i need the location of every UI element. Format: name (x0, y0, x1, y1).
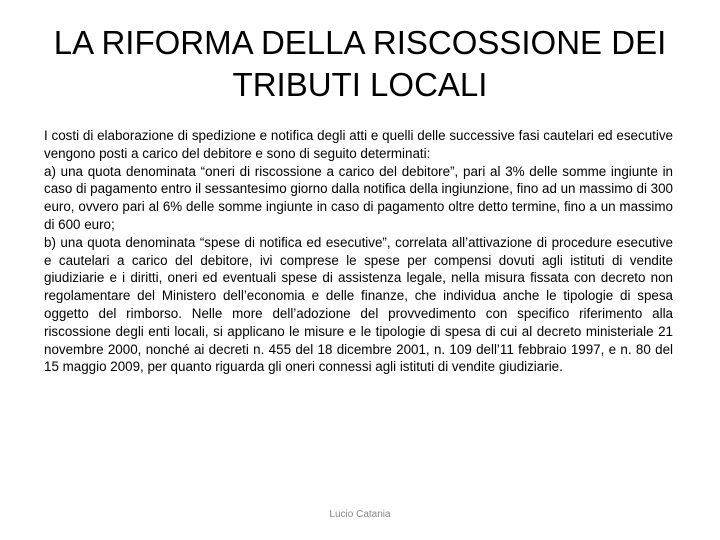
slide-title-line-2: TRIBUTI LOCALI (232, 66, 488, 103)
slide-title-line-1: LA RIFORMA DELLA RISCOSSIONE DEI (53, 24, 667, 61)
body-paragraph-b: b) una quota denominata “spese di notifica ed esecutive”, correlata all’attivazione di procedure esecutive e cautelari a carico del debitore, ivi comprese le spese per compensi dovuti agli istituti di vendite giudiziarie e i diritti, oneri ed eventuali spese di assistenza legale, nella misura fissata con decreto non regolamentare del Ministero dell’economia e delle finanze, che individua anche le tipologie di spesa oggetto del rimborso. Nelle more dell’adozione del provvedimento con specifico riferimento alla riscossione degli enti locali, si applicano le misure e le tipologie di spesa di cui al decreto ministeriale 21 novembre 2000, nonché ai decreti n. 455 del 18 dicembre 2001, n. 109 dell’11 febbraio 1997, e n. 80 del 15 maggio 2009, per quanto riguarda gli oneri connessi agli istituti di vendite giudiziarie. (44, 234, 673, 375)
body-paragraph-a: a) una quota denominata “oneri di riscossione a carico del debitore”, pari al 3% delle somme ingiunte in caso di pagamento entro il sessantesimo giorno dalla notifica della ingiunzione, fino ad un massimo di 300 euro, ovvero pari al 6% delle somme ingiunte in caso di pagamento oltre detto termine, fino a un massimo di 600 euro; (44, 163, 673, 232)
body-paragraph-intro: I costi di elaborazione di spedizione e notifica degli atti e quelli delle successive fasi cautelari ed esecutive vengono posti a carico del debitore e sono di seguito determinati: (44, 128, 673, 161)
slide-body (44, 127, 673, 376)
slide-footer-author: Lucio Catania (329, 509, 391, 520)
slide-title (30, 22, 690, 106)
